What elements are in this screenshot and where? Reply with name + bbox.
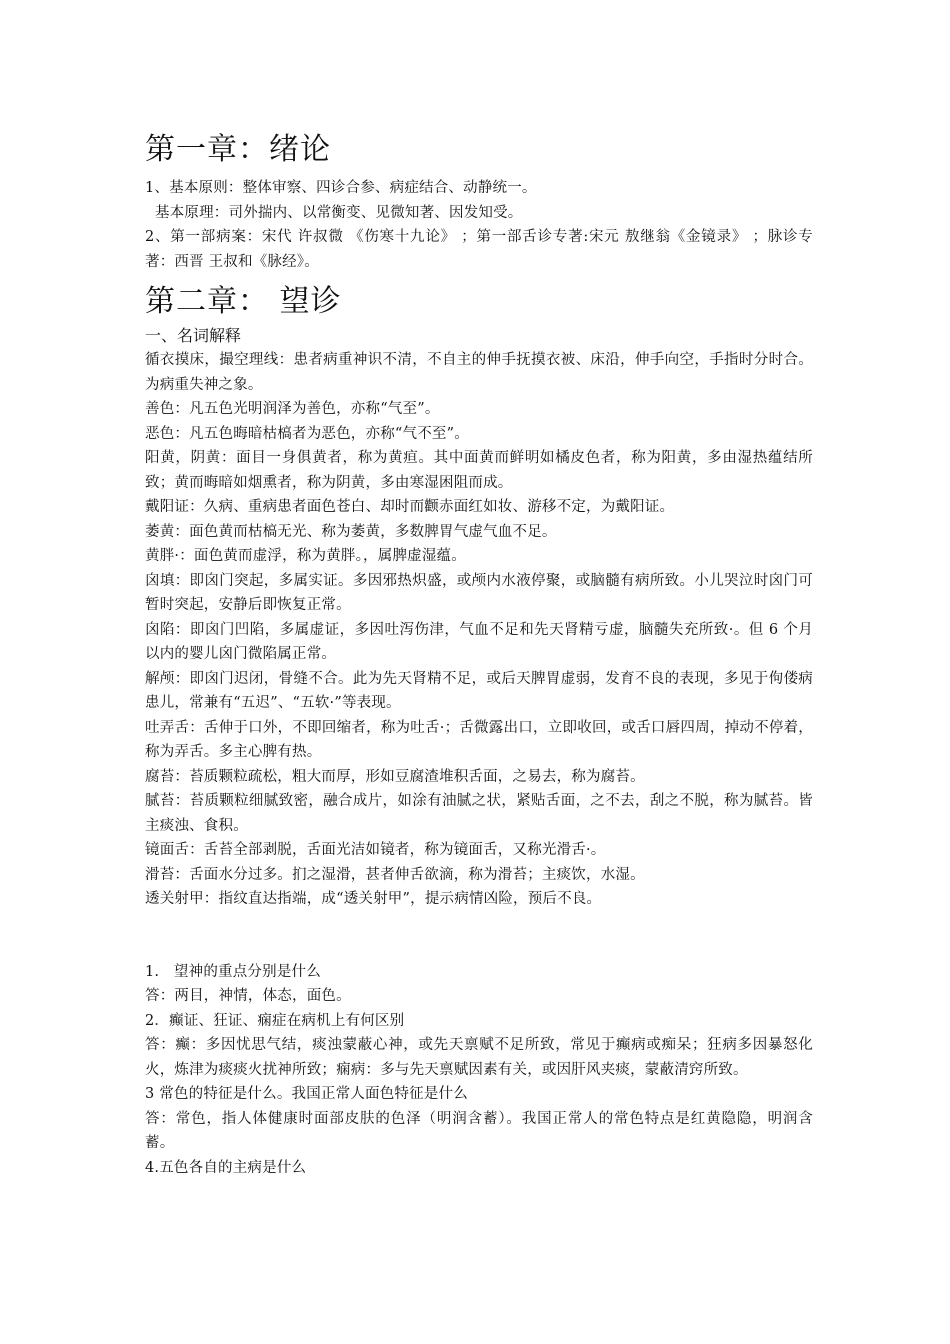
question-2: 2．癫证、狂证、痫症在病机上有何区别 <box>145 1012 405 1029</box>
term-paragraph: 善色：凡五色光明润泽为善色，亦称“气至”。 <box>145 401 440 417</box>
term-paragraph: 恶色：凡五色晦暗枯槁者为恶色，亦称“气不至”。 <box>145 425 469 442</box>
basic-theory: 基本原理：司外揣内、以常衡变、见微知著、因发知受。 <box>155 204 523 221</box>
term-paragraph: 循衣摸床，撮空理线：患者病重神识不清，不自主的伸手抚摸衣被、床沿，伸手向空，手指时分时合。为病重失神之象。 <box>145 352 813 393</box>
document-body <box>145 128 813 1180</box>
term-paragraph: 滑苔：舌面水分过多。扪之湿滑，甚者伸舌欲滴，称为滑苔；主痰饮，水湿。 <box>145 866 645 883</box>
chapter-2-title: 第二章： 望诊 <box>145 284 342 319</box>
term-paragraph: 戴阳证：久病、重病患者面色苍白、却时而颧赤面红如妆、游移不定，为戴阳证。 <box>145 499 675 515</box>
section-title-terms: 一、名词解释 <box>145 326 242 345</box>
term-paragraph: 解颅：即囟门迟闭，骨缝不合。此为先天肾精不足，或后天脾胃虚弱，发育不良的表现，多见于佝偻病患儿，常兼有“五迟”、“五软·”等表现。 <box>145 670 813 711</box>
chapter-1-title: 第一章：绪论 <box>145 132 331 167</box>
first-works: 2、第一部病案：宋代 许叔微 《伤寒十九论》 ；第一部舌诊专著:宋元 敖继翁《金镜录》 ；脉诊专著：西晋 王叔和《脉经》。 <box>145 229 813 270</box>
term-paragraph: 吐弄舌：舌伸于口外，不即回缩者，称为吐舌·；舌微露出口，立即收回，或舌口唇四周，掉动不停着，称为弄舌。多主心脾有热。 <box>145 719 813 760</box>
term-paragraph: 镜面舌：舌苔全部剥脱，舌面光洁如镜者，称为镜面舌，又称光滑舌·。 <box>145 842 606 858</box>
basic-principles: 1、基本原则：整体审察、四诊合参、病症结合、动静统一。 <box>145 180 537 196</box>
question-4: 4.五色各自的主病是什么 <box>145 1159 307 1176</box>
answer-2: 答：癫：多因忧思气结，痰浊蒙蔽心神，或先天禀赋不足所致，常见于癫病或痴呆；狂病多因暴怒化火，炼津为痰痰火扰神所致；痫病：多与先天禀赋因素有关，或因肝风夹痰，蒙蔽清窍所致。 <box>145 1037 813 1078</box>
section-spacer <box>145 912 813 960</box>
term-paragraph: 囟陷：即囟门凹陷，多属虚证，多因吐泻伤津，气血不足和先天肾精亏虚，脑髓失充所致·。但 6 个月以内的婴儿囟门微陷属正常。 <box>145 621 813 662</box>
question-1: 1. 望神的重点分别是什么 <box>145 963 321 980</box>
term-paragraph: 阳黄，阴黄：面目一身俱黄者，称为黄疸。其中面黄而鲜明如橘皮色者，称为阳黄，多由湿热蕴结所致；黄而晦暗如烟熏者，称为阴黄，多由寒湿困阻而成。 <box>145 450 813 491</box>
term-paragraph: 黄胖·：面色黄而虚浮，称为黄胖。，属脾虚湿蕴。 <box>145 548 466 564</box>
answer-3: 答：常色，指人体健康时面部皮肤的色泽（明润含蓄）。我国正常人的常色特点是红黄隐隐，明润含蓄。 <box>145 1110 813 1151</box>
term-paragraph: 萎黄：面色黄而枯槁无光、称为萎黄，多数脾胃气虚气血不足。 <box>145 523 557 540</box>
term-paragraph: 腐苔：苔质颗粒疏松，粗大而厚，形如豆腐渣堆积舌面，之易去，称为腐苔。 <box>145 768 645 785</box>
answer-1: 答：两目，神情，体态，面色。 <box>145 988 351 1004</box>
term-paragraph: 透关射甲：指纹直达指端，成“透关射甲”，提示病情凶险，预后不良。 <box>145 891 602 907</box>
term-paragraph: 囟填：即囟门突起，多属实证。多因邪热炽盛，或颅内水液停聚，或脑髓有病所致。小儿哭泣时囟门可暂时突起，安静后即恢复正常。 <box>145 572 813 613</box>
question-3: 3 常色的特征是什么。我国正常人面色特征是什么 <box>145 1086 468 1102</box>
term-paragraph: 腻苔：苔质颗粒细腻致密，融合成片，如涂有油腻之状，紧贴舌面，之不去，刮之不脱，称为腻苔。皆主痰浊、食积。 <box>145 793 813 834</box>
